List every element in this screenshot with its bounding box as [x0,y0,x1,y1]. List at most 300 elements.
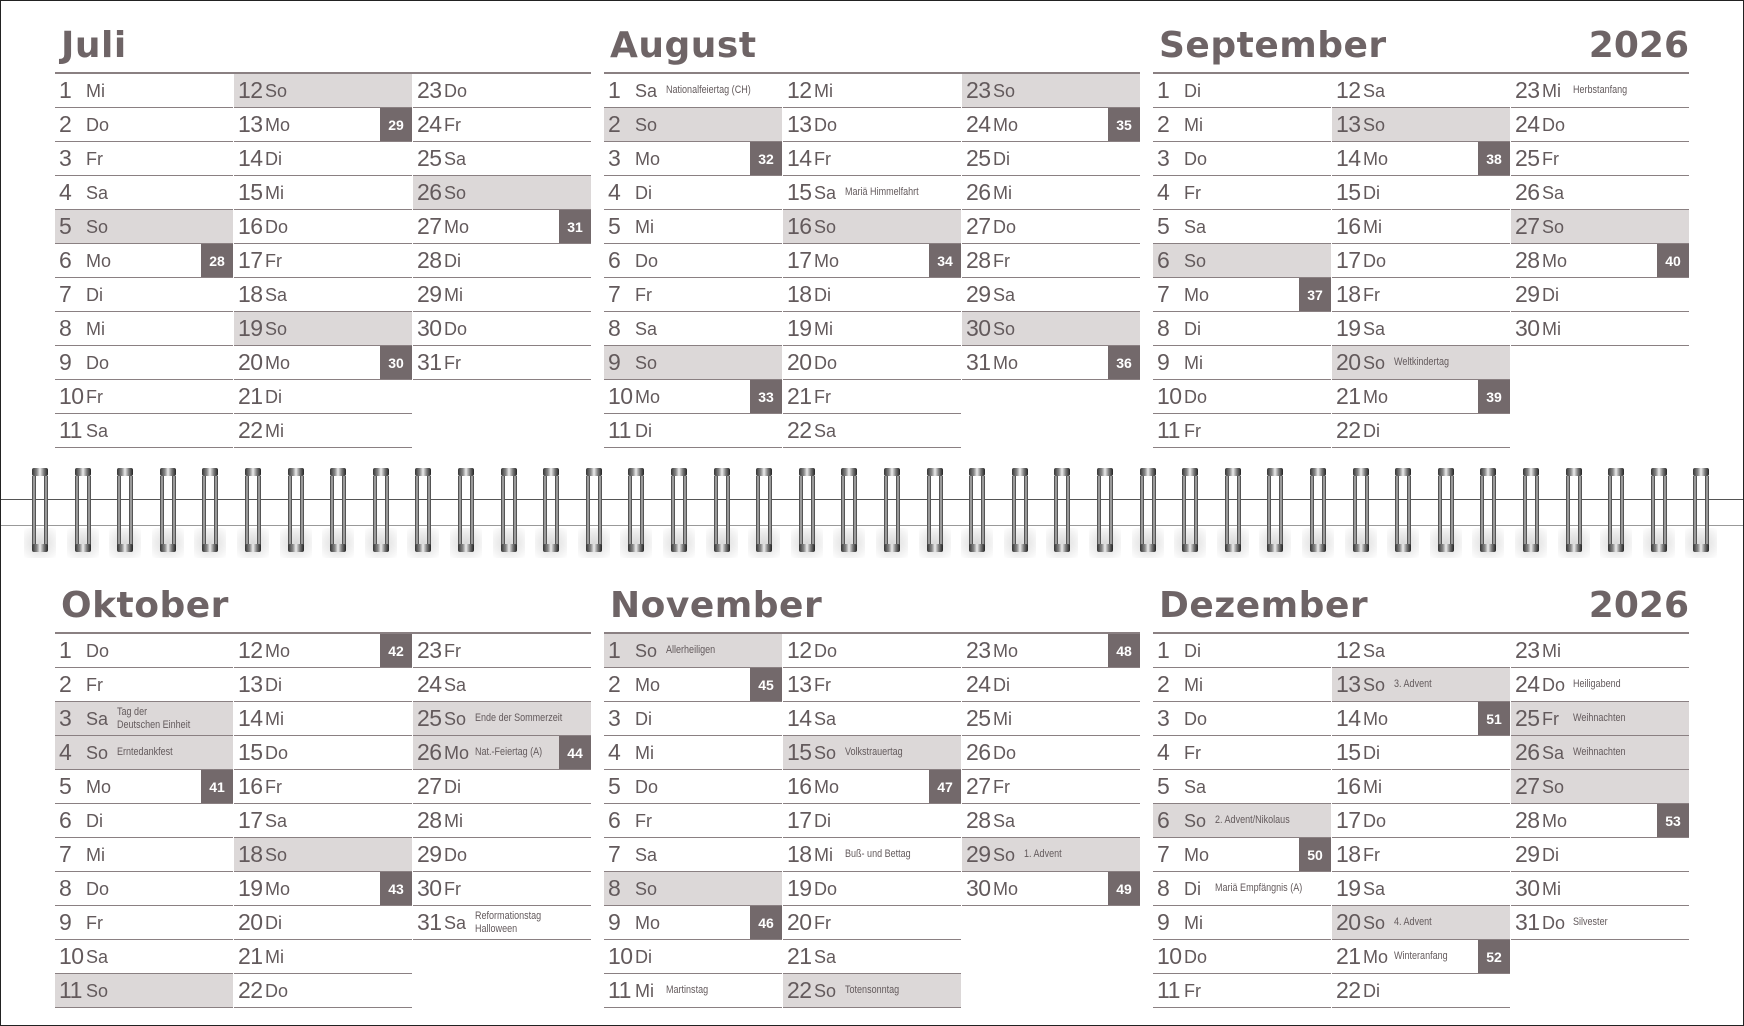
day-cell [234,210,412,244]
day-number: 22 [1336,977,1361,1003]
weekday-label: Di [635,708,652,729]
day-number: 23 [417,637,442,663]
binding-ring [626,468,646,553]
day-cell [783,74,961,108]
day-number: 30 [1515,315,1540,341]
day-cell [413,244,591,278]
day-number: 13 [1336,111,1361,137]
weekday-label: Mi [1542,80,1561,101]
day-cell [1153,736,1331,770]
weekday-label: Mo [1363,386,1389,407]
day-cell [1153,278,1331,312]
weekday-label: Di [265,148,282,169]
week-number-badge: 29 [380,108,412,141]
day-number: 12 [1336,77,1361,103]
month-november [604,560,1140,1006]
weekday-label: Di [1184,640,1201,661]
weekday-label: Mo [635,674,661,695]
weekday-label: Sa [86,182,109,203]
day-cell [55,702,233,736]
day-number: 12 [787,77,812,103]
day-number: 20 [787,349,812,375]
day-cell [55,346,233,380]
weekday-label: Mo [635,386,661,407]
day-cell [1153,414,1331,448]
weekday-label: Do [86,352,110,373]
weekday-label: So [444,708,467,729]
day-number: 14 [238,145,263,171]
day-cell [783,872,961,906]
weekday-label: So [1542,776,1565,797]
weekday-label: Do [265,216,289,237]
day-grid [55,74,591,446]
day-number: 25 [1515,705,1540,731]
day-number: 3 [1157,145,1170,171]
day-number: 27 [417,213,442,239]
weekday-label: Sa [635,844,658,865]
day-number: 26 [417,739,442,765]
day-number: 15 [787,739,812,765]
day-number: 26 [1515,179,1540,205]
weekday-label: Sa [265,810,288,831]
day-cell [604,210,782,244]
weekday-label: Fr [1363,284,1380,305]
day-cell [1332,804,1510,838]
weekday-label: So [265,844,288,865]
day-cell [55,244,233,278]
day-cell [604,736,782,770]
day-cell [1332,736,1510,770]
weekday-label: Fr [265,250,282,271]
weekday-label: Mo [993,352,1019,373]
day-number: 14 [1336,705,1361,731]
day-number: 17 [238,807,263,833]
day-number: 13 [1336,671,1361,697]
day-number: 17 [1336,247,1361,273]
binding-ring [413,468,433,553]
weekday-label: Do [993,216,1017,237]
day-number: 31 [417,349,442,375]
week-number-badge: 37 [1299,278,1331,311]
weekday-label: Mo [993,640,1019,661]
weekday-label: Di [1363,182,1380,203]
day-cell [234,176,412,210]
weekday-label: Do [444,318,468,339]
day-cell [1511,210,1689,244]
weekday-label: Mo [1363,708,1389,729]
day-cell [55,906,233,940]
weekday-label: So [86,216,109,237]
binding-ring [1564,468,1584,553]
weekday-label: Di [86,284,103,305]
day-cell [55,176,233,210]
day-cell [413,838,591,872]
binding-ring [1521,468,1541,553]
weekday-label: Do [993,742,1017,763]
day-cell [1153,974,1331,1008]
weekday-label: Di [635,420,652,441]
weekday-label: Di [1184,318,1201,339]
day-column [604,634,782,1006]
day-column [783,74,961,446]
day-number: 5 [59,213,72,239]
day-cell [234,940,412,974]
weekday-label: Fr [1363,844,1380,865]
day-cell [604,872,782,906]
day-cell [962,702,1140,736]
weekday-label: Fr [444,114,461,135]
weekday-label: Do [635,250,659,271]
weekday-label: Sa [1184,776,1207,797]
weekday-label: Fr [993,250,1010,271]
day-column [234,74,412,446]
month-name: Oktober [61,585,229,626]
day-number: 18 [1336,841,1361,867]
weekday-label: Sa [265,284,288,305]
day-number: 29 [417,281,442,307]
day-cell [234,770,412,804]
holiday-label: 1. Advent [1024,848,1062,861]
day-number: 19 [787,315,812,341]
binding-ring [1308,468,1328,553]
day-cell [234,668,412,702]
binding-ring [1649,468,1669,553]
day-column [55,634,233,1006]
day-cell [234,312,412,346]
weekday-label: Do [635,776,659,797]
day-number: 29 [1515,841,1540,867]
weekday-label: So [1542,216,1565,237]
weekday-label: Mi [1363,776,1382,797]
month-header [55,560,591,634]
day-cell [1332,346,1510,380]
weekday-label: Di [993,148,1010,169]
weekday-label: Fr [814,912,831,933]
day-cell [1153,634,1331,668]
day-number: 18 [787,281,812,307]
day-number: 16 [238,773,263,799]
binding-ring [1351,468,1371,553]
binding-ring [1606,468,1626,553]
day-cell [1332,210,1510,244]
week-number-badge: 30 [380,346,412,379]
weekday-label: Mi [635,980,654,1001]
day-cell [1153,702,1331,736]
weekday-label: Fr [86,912,103,933]
weekday-label: Fr [993,776,1010,797]
week-number-badge: 47 [929,770,961,803]
day-number: 9 [608,909,621,935]
day-cell [1153,210,1331,244]
day-number: 28 [966,807,991,833]
weekday-label: Mi [814,318,833,339]
weekday-label: Mo [1184,844,1210,865]
day-cell [783,244,961,278]
day-number: 4 [608,179,621,205]
day-cell [783,108,961,142]
day-number: 10 [1157,383,1182,409]
day-number: 13 [238,671,263,697]
day-cell [55,804,233,838]
day-cell [962,142,1140,176]
day-cell [962,176,1140,210]
day-number: 13 [787,671,812,697]
weekday-label: So [1184,810,1207,831]
weekday-label: So [86,980,109,1001]
day-cell [1511,74,1689,108]
day-cell [1511,906,1689,940]
day-number: 4 [59,179,72,205]
day-grid [604,74,1140,446]
day-cell [1511,142,1689,176]
day-number: 6 [608,247,621,273]
weekday-label: Sa [444,674,467,695]
weekday-label: Mi [444,810,463,831]
day-number: 22 [787,977,812,1003]
day-cell [1332,906,1510,940]
day-cell [604,414,782,448]
day-cell [1332,380,1510,414]
day-cell [55,312,233,346]
day-number: 29 [966,841,991,867]
day-cell [413,770,591,804]
weekday-label: Mi [635,742,654,763]
day-cell [413,702,591,736]
day-cell [962,278,1140,312]
day-cell [962,210,1140,244]
binding-ring [1095,468,1115,553]
week-number-badge: 53 [1657,804,1689,837]
day-number: 16 [238,213,263,239]
weekday-label: Do [814,352,838,373]
weekday-label: Mi [1363,216,1382,237]
day-number: 30 [417,875,442,901]
weekday-label: Mi [265,708,284,729]
binding-ring [712,468,732,553]
holiday-label: Ende der Sommerzeit [475,712,563,725]
day-number: 24 [417,111,442,137]
weekday-label: Sa [1363,318,1386,339]
day-number: 10 [59,383,84,409]
day-cell [962,346,1140,380]
day-number: 3 [1157,705,1170,731]
day-cell [783,634,961,668]
weekday-label: Do [86,114,110,135]
weekday-label: Do [1542,674,1566,695]
day-column [413,74,591,446]
weekday-label: So [1363,912,1386,933]
holiday-label: Mariä Himmelfahrt [845,186,919,199]
day-number: 15 [787,179,812,205]
day-number: 4 [59,739,72,765]
month-name: Dezember [1159,585,1369,626]
day-number: 15 [238,179,263,205]
weekday-label: Fr [265,776,282,797]
day-cell [1332,702,1510,736]
day-cell [1153,804,1331,838]
day-number: 11 [59,977,82,1003]
weekday-label: Do [814,114,838,135]
day-cell [604,380,782,414]
day-number: 18 [238,841,263,867]
day-number: 25 [966,705,991,731]
day-cell [55,634,233,668]
day-cell [1153,380,1331,414]
weekday-label: Mi [814,80,833,101]
weekday-label: Mo [635,148,661,169]
weekday-label: Mi [814,844,833,865]
weekday-label: Di [86,810,103,831]
weekday-label: So [265,80,288,101]
day-number: 26 [966,179,991,205]
day-cell [604,74,782,108]
binding-ring [925,468,945,553]
weekday-label: Mo [265,640,291,661]
weekday-label: Di [444,776,461,797]
day-number: 27 [1515,213,1540,239]
day-cell [413,668,591,702]
holiday-label: Heiligabend [1573,678,1621,691]
binding-ring [882,468,902,553]
day-column [55,74,233,446]
day-number: 8 [608,315,621,341]
day-cell [1511,736,1689,770]
week-number-badge: 40 [1657,244,1689,277]
day-number: 17 [787,247,812,273]
week-number-badge: 43 [380,872,412,905]
day-number: 16 [787,773,812,799]
week-number-badge: 39 [1478,380,1510,413]
binding-ring [115,468,135,553]
weekday-label: Mo [86,250,112,271]
binding-ring [584,468,604,553]
binding-ring [371,468,391,553]
day-cell [783,142,961,176]
day-number: 11 [59,417,82,443]
weekday-label: Fr [86,386,103,407]
day-cell [234,142,412,176]
week-number-badge: 46 [750,906,782,939]
binding-ring [797,468,817,553]
day-cell [234,108,412,142]
day-column [1153,634,1331,1006]
day-number: 6 [59,247,72,273]
weekday-label: So [814,980,837,1001]
month-header [604,0,1140,74]
weekday-label: So [993,318,1016,339]
weekday-label: Mo [265,878,291,899]
day-column [1511,74,1689,446]
weekday-label: Do [444,80,468,101]
weekday-label: So [1363,674,1386,695]
day-cell [234,804,412,838]
weekday-label: Sa [993,810,1016,831]
weekday-label: Do [1542,912,1566,933]
day-cell [783,414,961,448]
day-number: 20 [1336,349,1361,375]
weekday-label: Do [265,742,289,763]
day-cell [783,278,961,312]
day-cell [1511,244,1689,278]
weekday-label: Mi [265,420,284,441]
day-number: 17 [1336,807,1361,833]
day-number: 7 [608,841,621,867]
day-number: 10 [1157,943,1182,969]
day-number: 24 [1515,671,1540,697]
holiday-label: Mariä Empfängnis (A) [1215,882,1303,895]
day-number: 15 [238,739,263,765]
weekday-label: Fr [1542,148,1559,169]
day-number: 6 [1157,247,1170,273]
month-header [1153,560,1689,634]
month-name: November [610,585,823,626]
day-number: 15 [1336,179,1361,205]
day-number: 9 [59,349,72,375]
day-cell [1332,74,1510,108]
month-header [55,0,591,74]
weekday-label: Fr [1184,182,1201,203]
day-number: 28 [1515,247,1540,273]
holiday-label: Erntedankfest [117,746,173,759]
day-cell [604,974,782,1008]
day-cell [1153,244,1331,278]
week-number-badge: 34 [929,244,961,277]
day-number: 5 [1157,773,1170,799]
day-cell [604,346,782,380]
month-name: Juli [61,25,127,66]
month-oktober [55,560,591,1006]
day-number: 25 [1515,145,1540,171]
day-number: 25 [417,145,442,171]
day-cell [1511,804,1689,838]
day-cell [604,244,782,278]
day-cell [962,244,1140,278]
day-number: 16 [787,213,812,239]
day-cell [604,804,782,838]
day-cell [234,974,412,1008]
weekday-label: Di [1363,980,1380,1001]
day-cell [1332,634,1510,668]
weekday-label: Mi [86,844,105,865]
weekday-label: Mo [1184,284,1210,305]
weekday-label: Mo [1363,946,1389,967]
holiday-label: Buß- und Bettag [845,848,911,861]
holiday-label: Nat.-Feiertag (A) [475,746,543,759]
day-number: 26 [417,179,442,205]
day-number: 5 [59,773,72,799]
day-cell [1511,702,1689,736]
binding-ring [1478,468,1498,553]
day-number: 14 [787,145,812,171]
day-cell [1511,278,1689,312]
weekday-label: Di [265,912,282,933]
day-cell [55,838,233,872]
day-number: 6 [59,807,72,833]
day-cell [1511,176,1689,210]
binding-ring [1265,468,1285,553]
day-number: 19 [1336,315,1361,341]
binding-ring [1052,468,1072,553]
binding-ring [286,468,306,553]
day-number: 17 [238,247,263,273]
day-number: 11 [1157,417,1180,443]
week-number-badge: 44 [559,736,591,769]
weekday-label: So [1184,250,1207,271]
day-cell [604,634,782,668]
day-number: 5 [608,773,621,799]
weekday-label: Mi [1542,318,1561,339]
binding-ring [669,468,689,553]
